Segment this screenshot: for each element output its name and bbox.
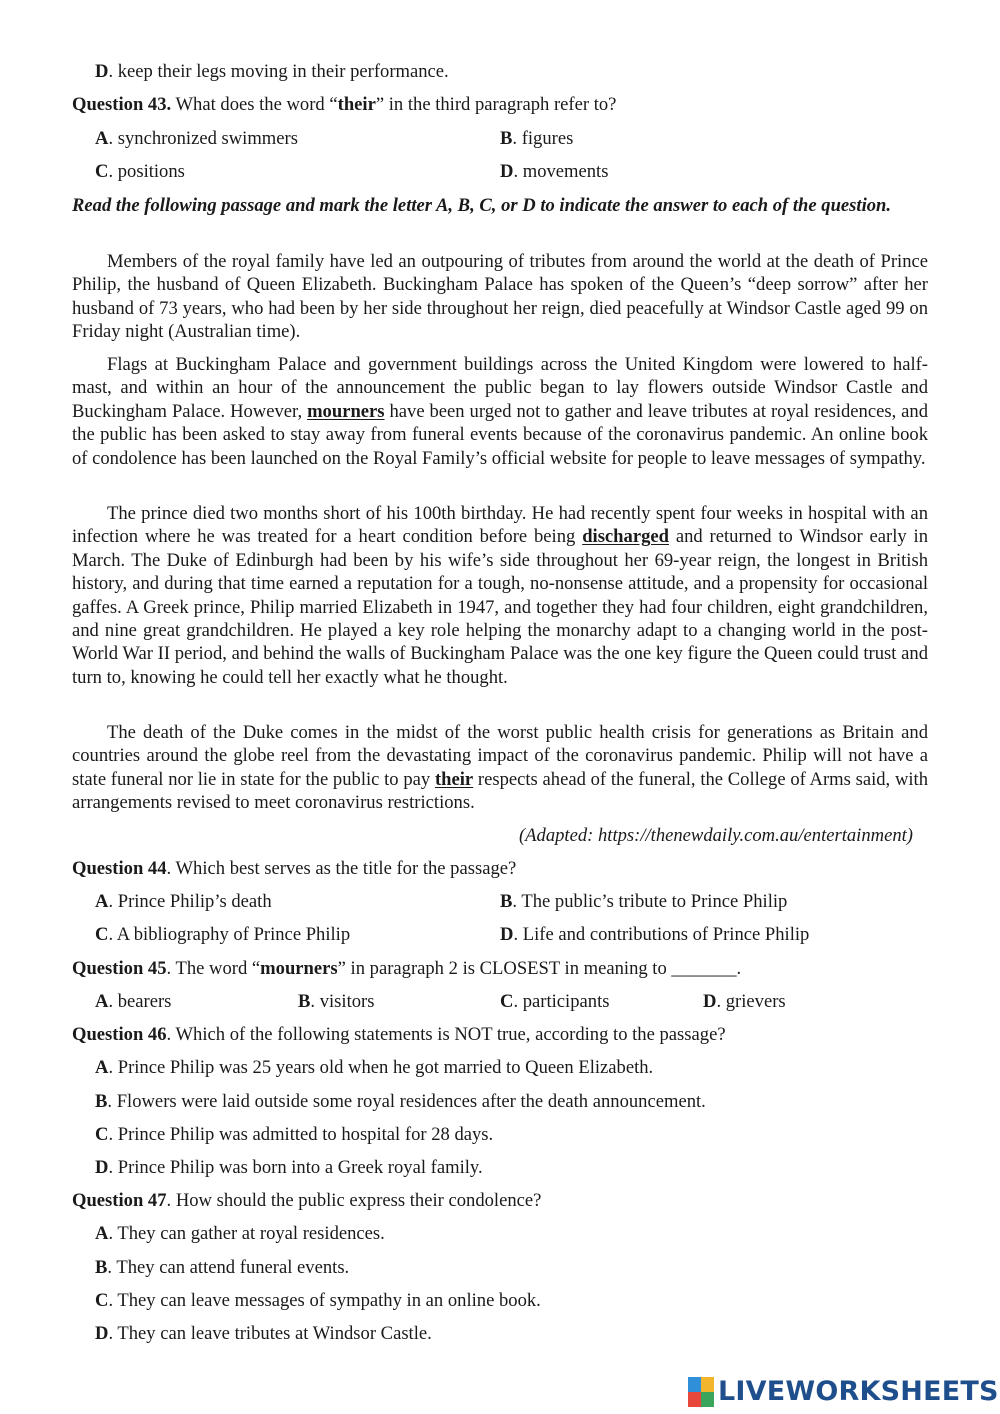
- q47-stem: [72, 1189, 541, 1212]
- option-letter: D: [95, 61, 109, 82]
- paragraph-text: respects ahead of the funeral, the College of Arms said, with arrangements revised to meet coronavirus restrictions.: [72, 768, 928, 814]
- option-letter: A: [95, 891, 109, 912]
- q43-option-b[interactable]: [500, 127, 573, 150]
- q44-option-a[interactable]: [95, 890, 272, 913]
- question-label: Question 44: [72, 858, 167, 879]
- option-letter: A: [95, 991, 109, 1012]
- q47-option-c[interactable]: [95, 1289, 541, 1312]
- paragraph-text: The death of the Duke comes in the midst of the worst public health crisis for generations as Britain and countries around the globe reel from the devastating impact of the coronavirus pandemic. Philip will not have a state funeral nor lie in state for the public to pay: [72, 722, 928, 790]
- paragraph-text: Flags at Buckingham Palace and government buildings across the United Kingdom were lowered to half-mast, and within an hour of the announcement the public began to lay flowers outside Windsor Castle and Buckingham Palace. However,: [72, 354, 928, 422]
- option-letter: D: [500, 924, 514, 945]
- question-label: Question 43.: [72, 94, 172, 115]
- passage-paragraph-1: Members of the royal family have led an outpouring of tributes from around the world at the death of Prince Philip, the husband of Queen Elizabeth. Buckingham Palace has spoken of the Queen’s “deep sorrow” after her husband of 73 years, who had been by her side throughout her reign, died peacefully at Windsor Castle aged 99 on Friday night (Australian time).: [72, 251, 928, 343]
- stem-keyword: their: [337, 94, 376, 115]
- option-letter: D: [95, 1323, 109, 1344]
- logo-mark-tile: [701, 1392, 714, 1407]
- q44-stem: [72, 857, 516, 880]
- passage-source: (Adapted: https://thenewdaily.com.au/entertainment): [518, 825, 913, 846]
- passage-paragraph-4: [72, 721, 928, 815]
- option-text: . Prince Philip’s death: [108, 891, 272, 912]
- option-letter: C: [95, 1124, 109, 1145]
- paragraph-text: and returned to Windsor early in March. The Duke of Edinburgh had been by his wife’s side throughout her 69-year reign, the longest in British history, and during that time earned a reputation for a tough, no-nonsense attitude, and a propensity for occasional gaffes. A Greek prince, Philip married Elizabeth in 1947, and together they had four children, eight grandchildren, and nine great grandchildren. He played a key role helping the monarchy adapt to a changing world in the post-World War II period, and behind the walls of Buckingham Palace was the one key figure the Queen could trust and turn to, knowing he could tell her exactly what he thought.: [72, 526, 928, 688]
- option-text: . grievers: [716, 991, 786, 1012]
- q46-stem: [72, 1023, 726, 1046]
- q44-option-d[interactable]: [500, 923, 809, 946]
- question-label: Question 47: [72, 1190, 167, 1211]
- option-text: . Prince Philip was admitted to hospital for 28 days.: [108, 1124, 494, 1145]
- option-text: . Flowers were laid outside some royal residences after the death announcement.: [107, 1091, 706, 1112]
- option-text: . A bibliography of Prince Philip: [108, 924, 351, 945]
- q43-stem: [72, 93, 616, 116]
- option-text: . They can gather at royal residences.: [108, 1223, 385, 1244]
- q43-option-d[interactable]: [500, 160, 608, 183]
- q45-stem: [72, 957, 741, 980]
- stem-text: ” in the third paragraph refer to?: [375, 94, 617, 115]
- q45-option-a[interactable]: [95, 990, 171, 1013]
- highlighted-word-their: their: [434, 768, 474, 790]
- q46-option-b[interactable]: [95, 1090, 706, 1113]
- option-letter: A: [95, 128, 109, 149]
- option-letter: B: [95, 1091, 108, 1112]
- option-letter: C: [500, 991, 514, 1012]
- option-text: . They can attend funeral events.: [107, 1257, 350, 1278]
- option-text: . positions: [108, 161, 185, 182]
- option-text: . visitors: [310, 991, 375, 1012]
- option-text: . They can leave messages of sympathy in an online book.: [108, 1290, 541, 1311]
- liveworksheets-logo[interactable]: [688, 1372, 999, 1412]
- q46-option-c[interactable]: [95, 1123, 493, 1146]
- stem-text: What does the word “: [171, 94, 338, 115]
- option-text: . Prince Philip was 25 years old when he got married to Queen Elizabeth.: [108, 1057, 654, 1078]
- option-text: . They can leave tributes at Windsor Castle.: [108, 1323, 432, 1344]
- q47-option-b[interactable]: [95, 1256, 349, 1279]
- paragraph-text: have been urged not to gather and leave tributes at royal residences, and the public has been asked to stay away from funeral events because of the coronavirus pandemic. An online book of condolence has been launched on the Royal Family’s official website for people to leave messages of sympathy.: [72, 400, 929, 469]
- q47-option-a[interactable]: [95, 1222, 385, 1245]
- highlighted-word-mourners: mourners: [307, 400, 385, 422]
- question-label: Question 45: [72, 958, 167, 979]
- logo-mark-tile: [701, 1377, 714, 1392]
- liveworksheets-logo-icon: [688, 1377, 714, 1407]
- passage-paragraph-3: [72, 502, 928, 689]
- option-text: . The public’s tribute to Prince Philip: [512, 891, 788, 912]
- q45-option-d[interactable]: [703, 990, 786, 1013]
- q45-option-c[interactable]: [500, 990, 609, 1013]
- stem-text: . Which of the following statements is NOT true, according to the passage?: [166, 1024, 726, 1045]
- option-letter: D: [500, 161, 514, 182]
- q44-option-b[interactable]: [500, 890, 787, 913]
- q45-option-b[interactable]: [298, 990, 374, 1013]
- option-text: . Prince Philip was born into a Greek royal family.: [108, 1157, 483, 1178]
- highlighted-word-discharged: discharged: [582, 526, 669, 548]
- option-letter: B: [500, 891, 513, 912]
- q43-option-c[interactable]: [95, 160, 185, 183]
- option-letter: A: [95, 1057, 109, 1078]
- option-text: . Life and contributions of Prince Philip: [513, 924, 810, 945]
- q47-option-d[interactable]: [95, 1322, 432, 1345]
- stem-keyword: mourners: [260, 958, 338, 979]
- option-letter: B: [95, 1257, 108, 1278]
- option-letter: D: [95, 1157, 109, 1178]
- option-letter: D: [703, 991, 717, 1012]
- q46-option-d[interactable]: [95, 1156, 483, 1179]
- option-letter: B: [500, 128, 513, 149]
- option-text: . figures: [512, 128, 574, 149]
- liveworksheets-logo-text: LIVEWORKSHEETS: [718, 1376, 999, 1408]
- stem-text: ” in paragraph 2 is CLOSEST in meaning to _______.: [337, 958, 742, 979]
- option-text: . synchronized swimmers: [108, 128, 298, 149]
- option-letter: C: [95, 161, 109, 182]
- option-text: . movements: [513, 161, 609, 182]
- passage-paragraph-2: [72, 353, 928, 470]
- option-text: . participants: [513, 991, 610, 1012]
- option-text: . bearers: [108, 991, 172, 1012]
- logo-mark-tile: [688, 1392, 701, 1407]
- q46-option-a[interactable]: [95, 1056, 653, 1079]
- option-letter: A: [95, 1223, 109, 1244]
- stem-text: . How should the public express their condolence?: [166, 1190, 542, 1211]
- option-letter: B: [298, 991, 311, 1012]
- option-letter: C: [95, 924, 109, 945]
- reading-instruction: Read the following passage and mark the letter A, B, C, or D to indicate the answer to each of the question.: [72, 195, 892, 216]
- paragraph-text: The prince died two months short of his 100th birthday. He had recently spent four weeks in hospital with an infection where he was treated for a heart condition before being: [72, 503, 928, 548]
- stem-text: . Which best serves as the title for the passage?: [166, 858, 517, 879]
- question-label: Question 46: [72, 1024, 167, 1045]
- q43-option-a[interactable]: [95, 127, 298, 150]
- option-text: . keep their legs moving in their performance.: [108, 61, 449, 82]
- q42-option-d[interactable]: [95, 60, 449, 83]
- q44-option-c[interactable]: [95, 923, 350, 946]
- logo-mark-tile: [688, 1377, 701, 1392]
- stem-text: . The word “: [166, 958, 261, 979]
- option-letter: C: [95, 1290, 109, 1311]
